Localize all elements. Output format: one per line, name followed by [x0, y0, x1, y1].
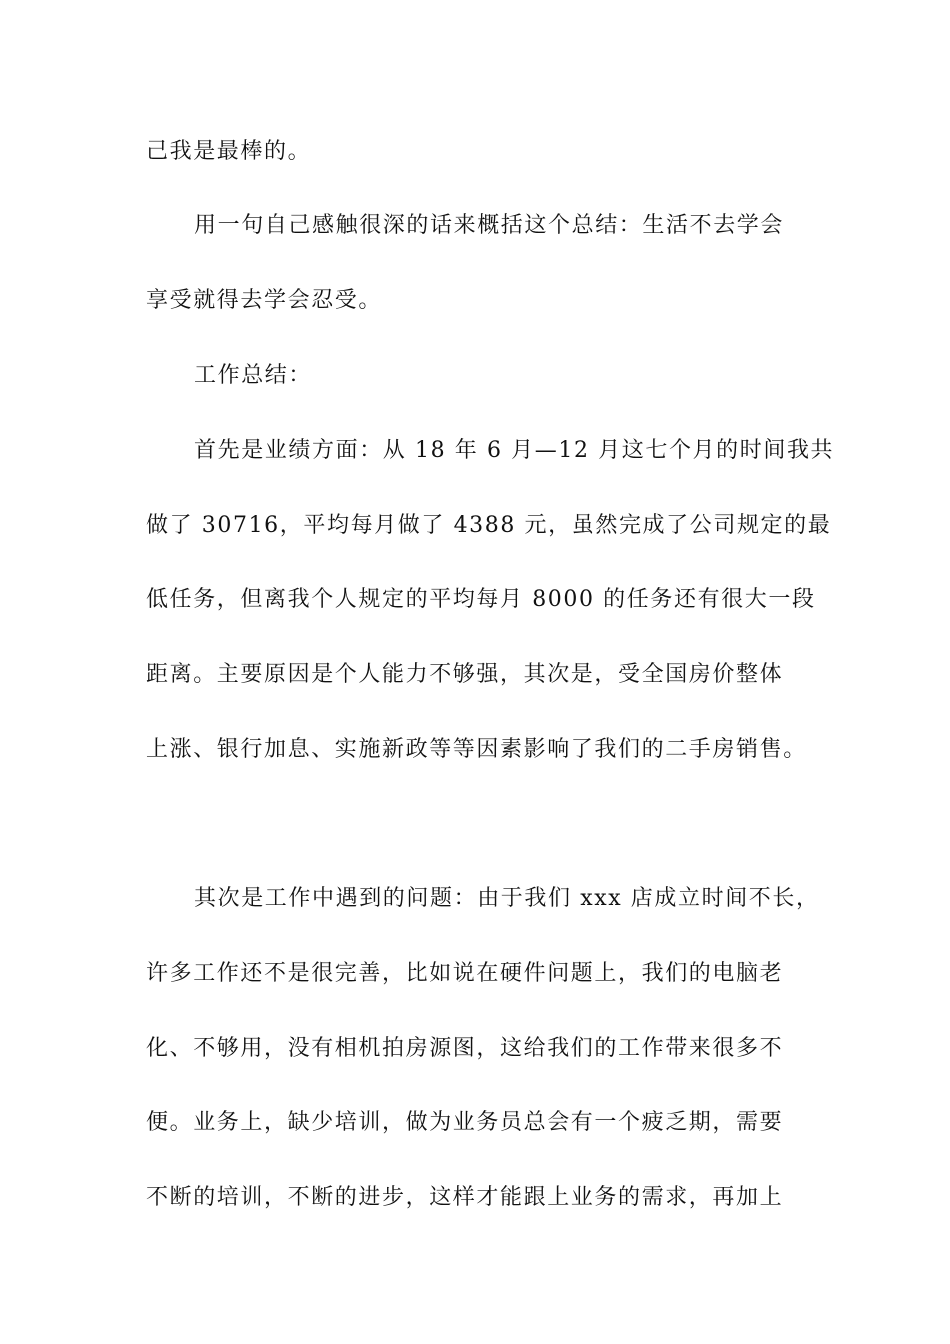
text-line: 做了 30716，平均每月做了 4388 元，虽然完成了公司规定的最: [146, 513, 832, 538]
text-line: 距离。主要原因是个人能力不够强，其次是，受全国房价整体: [146, 662, 784, 687]
section-heading: 工作总结：: [194, 363, 313, 388]
text-line: 化、不够用，没有相机拍房源图，这给我们的工作带来很多不: [146, 1036, 784, 1061]
text-line: 享受就得去学会忍受。: [146, 288, 383, 313]
text-line: 低任务，但离我个人规定的平均每月 8000 的任务还有很大一段: [146, 587, 816, 612]
text-line: 许多工作还不是很完善，比如说在硬件问题上，我们的电脑老: [146, 961, 784, 986]
paragraph-start: 首先是业绩方面：从 18 年 6 月—12 月这七个月的时间我共: [194, 438, 835, 463]
text-line: 不断的培训，不断的进步，这样才能跟上业务的需求，再加上: [146, 1185, 784, 1210]
paragraph-start: 用一句自己感触很深的话来概括这个总结：生活不去学会: [194, 213, 785, 238]
text-line: 便。业务上，缺少培训，做为业务员总会有一个疲乏期，需要: [146, 1110, 784, 1135]
text-line: 己我是最棒的。: [146, 139, 312, 164]
paragraph-start: 其次是工作中遇到的问题：由于我们 xxx 店成立时间不长，: [194, 886, 820, 911]
text-line: 上涨、银行加息、实施新政等等因素影响了我们的二手房销售。: [146, 737, 807, 762]
